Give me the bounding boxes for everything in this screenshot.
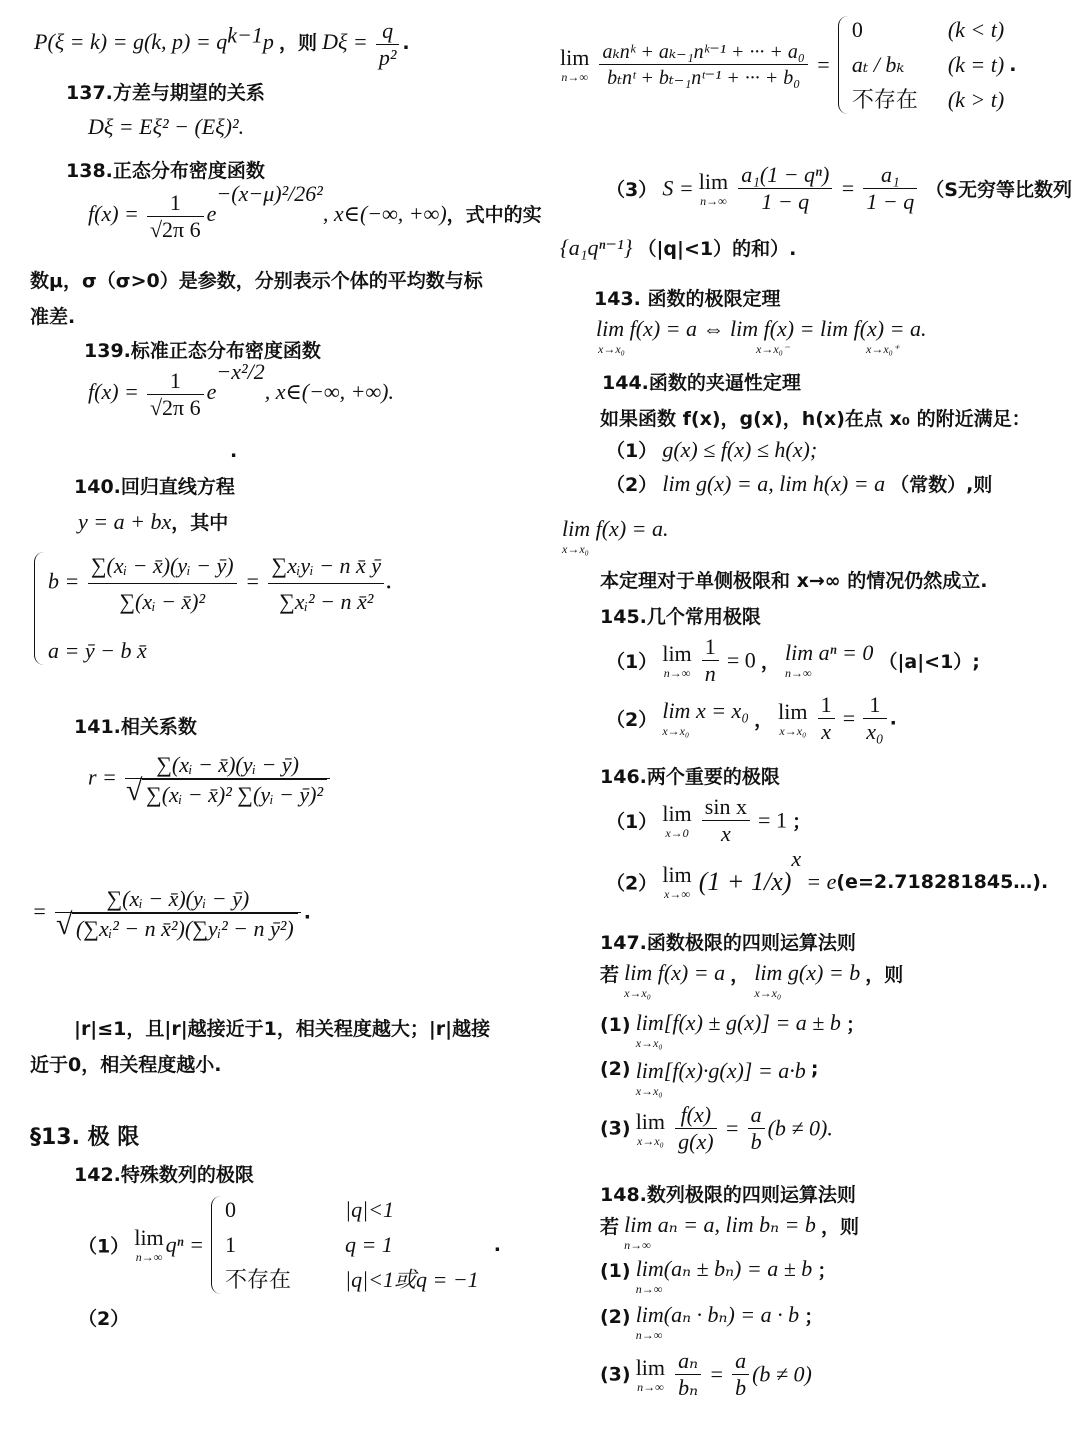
denominator: x (720, 821, 731, 846)
fraction (738, 162, 832, 215)
heading-143: 143. 函数的极限定理 (594, 288, 781, 310)
formula-part: p (262, 29, 274, 54)
formula-part: P(ξ = k) = g(k, p) = q (34, 29, 228, 54)
formula-part: qⁿ = (165, 1231, 204, 1257)
text: ； (792, 811, 812, 833)
text-138-c: 准差. (30, 306, 76, 328)
fraction (599, 39, 807, 90)
formula-148-3 (600, 1348, 812, 1401)
text-138-b: 数μ，σ（σ>0）是参数，分别表示个体的平均数与标 (30, 270, 483, 292)
exponent: −x²/2 (216, 358, 265, 384)
lim-sub: x→x₀ (635, 1084, 663, 1098)
period: . (493, 1233, 501, 1256)
geometric-distribution-variance (34, 18, 410, 71)
lim-word: lim (662, 861, 692, 887)
numerator: ∑(xᵢ − x̄)(yᵢ − ȳ) (125, 752, 330, 779)
item-label: （3） (606, 179, 658, 201)
item-label: (2) (600, 1306, 631, 1328)
lim-sub: x→x₀ (636, 1133, 664, 1148)
case-condition: (k > t) (947, 87, 1005, 113)
equals: = (709, 1361, 724, 1387)
exponent: −(x−μ)²/26² (216, 180, 323, 206)
numerator: ∑(xᵢ − x̄)(yᵢ − ȳ) (88, 548, 237, 584)
fraction (702, 794, 750, 847)
lim-word: lim (662, 640, 692, 666)
case-condition: (k < t) (947, 17, 1005, 42)
item-label: (1) (600, 1014, 631, 1036)
fraction (268, 548, 384, 619)
limit: lim n→∞ (635, 1354, 666, 1394)
exp-base: e (206, 201, 217, 226)
case-condition: (k = t) (947, 52, 1005, 78)
lim-sub: n→∞ (135, 1249, 163, 1264)
equals: = 1 (758, 807, 787, 833)
text: ； (845, 1014, 865, 1036)
formula-147-2 (600, 1058, 818, 1099)
item-label: （2） (606, 474, 658, 496)
lim-sub: x→0 (665, 825, 689, 840)
limit (560, 44, 590, 84)
heading-139: 139.标准正态分布密度函数 (84, 340, 321, 362)
case-value: 0 (225, 1197, 237, 1222)
limit-power (785, 640, 873, 681)
fraction (748, 1102, 765, 1155)
denominator: x₀ (866, 719, 884, 744)
formula-part: Dξ = (322, 29, 368, 54)
lim-sub: x→x₀ (635, 1036, 663, 1050)
formula-part: r = (88, 764, 117, 790)
denominator: g(x) (678, 1129, 714, 1154)
text: ； (817, 1260, 837, 1282)
formula-139 (88, 358, 395, 421)
formula-144-3 (562, 516, 669, 557)
denominator: bₜnᵗ + bₜ₋₁nᵗ⁻¹ + ··· + b₀ (607, 67, 801, 90)
formula: lim g(x) = b (754, 960, 861, 985)
fraction (863, 162, 917, 215)
numerator: 1 (818, 692, 835, 719)
formula-part: , x∈(−∞, +∞) (322, 201, 447, 226)
stray-dot: . (230, 440, 238, 462)
case-value: 不存在 (225, 1267, 292, 1293)
formula-part: S = (662, 175, 694, 201)
formula-143 (596, 316, 926, 356)
heading-138: 138.正态分布密度函数 (66, 160, 265, 182)
denominator: n (704, 661, 716, 686)
lim-sub: x→x₀ (598, 342, 625, 356)
denominator: √2π 6 (149, 395, 201, 420)
case-a: a = ȳ − b x̄ (48, 638, 147, 664)
heading-141: 141.相关系数 (74, 716, 197, 738)
numerator: 1 (147, 368, 204, 395)
equals: = (842, 705, 856, 731)
lim-sub: x→x₀⁺ (866, 342, 900, 356)
text-141-b: 近于0，相关程度越小. (30, 1054, 222, 1076)
item-label: （2） (606, 872, 658, 895)
formula-141-b (32, 886, 311, 942)
limit-identity (662, 698, 749, 739)
brace-system (209, 1192, 479, 1298)
formula-137: Dξ = Eξ² − (Eξ)². (88, 114, 245, 139)
lim-word: lim (778, 698, 808, 724)
formula-146-2 (606, 846, 1049, 901)
text: ，则 (278, 32, 317, 54)
numerator: ∑(xᵢ − x̄)(yᵢ − ȳ) (55, 886, 301, 913)
formula: lim f(x) = a ⇔ lim f(x) = lim f(x) = a. (596, 316, 927, 341)
text: （|q|<1）的和）. (637, 238, 797, 260)
lim-sub: n→∞ (663, 665, 691, 680)
item-label: （1） (606, 811, 658, 833)
fraction (675, 1102, 716, 1155)
formula-147-1 (600, 1010, 865, 1051)
item-label: （1） (606, 651, 658, 673)
text: ，其中 (171, 512, 229, 534)
denominator: √2π 6 (149, 217, 201, 242)
lim-sub: x→x₀ (624, 986, 651, 1000)
numerator: a₁ (863, 162, 917, 189)
heading-146: 146.两个重要的极限 (600, 766, 780, 788)
fraction (376, 18, 400, 71)
formula-144-1 (606, 436, 817, 463)
formula-part: , x∈(−∞, +∞). (264, 379, 395, 404)
limit-seq-sum (636, 1256, 813, 1297)
formula-part: f(x) = (88, 201, 139, 226)
formula-141-a (88, 752, 333, 808)
formula-part: (1 + 1/x) (698, 866, 792, 896)
limit-sum (636, 1010, 841, 1051)
formula-145-1: （1） lim n→∞ $\frac{1}{n}$ = 0 ， lim aⁿ = 0 n→∞ （|a|<1）; (606, 634, 980, 686)
heading-140: 140.回归直线方程 (74, 476, 235, 498)
numerator: ∑xᵢyᵢ − n x̄ ȳ (268, 548, 384, 584)
numerator: a (732, 1348, 749, 1375)
limit-seq-product (636, 1302, 799, 1343)
lim-sub: x→x₀ (779, 723, 807, 738)
fraction (147, 190, 204, 243)
lim-word: lim (698, 168, 729, 194)
lim-word: lim (560, 44, 590, 70)
formula-138 (88, 180, 542, 243)
brace-system (32, 548, 392, 669)
formula: lim f(x) = a. (562, 516, 669, 541)
lim-sub: n→∞ (624, 1238, 651, 1252)
equals: = (32, 898, 47, 924)
formula: lim aⁿ = 0 (784, 640, 874, 665)
lim-sub: x→x₀⁻ (756, 342, 790, 356)
period: . (386, 572, 392, 594)
section-13-title: §13. 极 限 (30, 1125, 140, 1150)
brace-system (836, 12, 1004, 118)
lim-word: lim (662, 800, 692, 826)
fraction (147, 368, 204, 421)
case-value: aₜ / bₖ (851, 52, 905, 78)
numerator: f(x) (675, 1102, 716, 1129)
denominator: bₙ (678, 1375, 699, 1400)
fraction (675, 1348, 701, 1401)
item-label: (3) (600, 1363, 631, 1386)
formula: g(x) ≤ f(x) ≤ h(x); (662, 437, 818, 462)
limit: lim x→x₀ (635, 1108, 666, 1148)
numerator: sin x (702, 794, 750, 821)
lim-sub: n→∞ (635, 1282, 663, 1296)
heading-142: 142.特殊数列的极限 (74, 1164, 254, 1186)
formula-part: (b ≠ 0). (767, 1115, 833, 1141)
denominator: 1 − q (866, 189, 915, 214)
heading-148: 148.数列极限的四则运算法则 (600, 1184, 856, 1206)
heading-144: 144.函数的夹逼性定理 (602, 372, 801, 394)
fraction (88, 548, 237, 619)
lim-sub: n→∞ (561, 69, 588, 84)
item-label: （1） (606, 440, 658, 462)
exp-base: e (206, 379, 217, 404)
limit (662, 800, 692, 840)
formula-144-2 (606, 470, 992, 497)
lim-sub: n→∞ (637, 1379, 664, 1394)
fraction (125, 752, 330, 808)
equals: = (840, 175, 856, 201)
formula-147-3 (600, 1102, 833, 1155)
denominator: ∑(xᵢ − x̄)² (119, 589, 206, 615)
text-141-a: |r|≤1，且|r|越接近于1，相关程度越大；|r|越接 (74, 1018, 491, 1040)
formula: lim g(x) = a, lim h(x) = a (662, 471, 886, 496)
fraction (55, 886, 301, 942)
limit-seq (624, 1212, 816, 1253)
limit (662, 640, 692, 680)
case-value: 不存在 (851, 87, 918, 113)
numerator: 1 (147, 190, 204, 217)
numerator: a₁(1 − qⁿ) (738, 162, 832, 189)
formula: lim[f(x) ± g(x)] = a ± b (635, 1010, 841, 1035)
item-142-2: （2） (78, 1308, 130, 1330)
lim-sub: n→∞ (700, 193, 727, 208)
lim-sub: n→∞ (784, 666, 812, 680)
text: ，则 (865, 964, 904, 986)
formula-148-2 (600, 1302, 823, 1343)
formula-142-poly-ratio (560, 12, 1017, 118)
case-value: 0 (851, 17, 863, 42)
numerator: 1 (863, 692, 886, 719)
limit (698, 168, 729, 208)
case-value: 1 (225, 1232, 237, 1258)
heading-147: 147.函数极限的四则运算法则 (600, 932, 856, 954)
period: . (402, 32, 410, 54)
numerator: q (376, 18, 400, 45)
period: . (1009, 53, 1017, 76)
text-144-a: 如果函数 f(x)，g(x)，h(x)在点 x₀ 的附近满足： (600, 408, 1031, 430)
fraction (732, 1348, 749, 1401)
formula-geometric-sum (606, 162, 1072, 215)
heading-145: 145.几个常用极限 (600, 606, 761, 628)
lim-sub: x→∞ (664, 886, 690, 901)
period: . (889, 707, 897, 730)
limit-f (624, 960, 725, 1001)
numerator: aₙ (675, 1348, 701, 1375)
case-condition: |q|<1 (345, 1197, 394, 1222)
formula: lim[f(x)·g(x)] = a·b (635, 1058, 806, 1083)
fraction (863, 692, 886, 745)
formula-140 (32, 548, 392, 669)
lim-sub: x→x₀ (754, 986, 782, 1000)
lim-sub: x→x₀ (662, 724, 690, 738)
formula-148-premise (600, 1212, 859, 1253)
item-label: (1) (600, 1260, 631, 1282)
formula-part: b = (48, 568, 80, 594)
fraction (702, 634, 719, 687)
limit (662, 861, 692, 901)
denominator: p² (378, 45, 397, 70)
text: 若 (600, 964, 620, 986)
case-b (48, 548, 392, 619)
text: （|a|<1）; (878, 651, 980, 673)
text: ，则 (820, 1216, 859, 1238)
formula-part: y = a + bx (78, 509, 172, 534)
equals: = (245, 568, 260, 594)
denominator: 1 − q (761, 189, 810, 214)
formula-142-1 (78, 1192, 501, 1298)
lim-word: lim (134, 1224, 164, 1250)
formula-146-1 (606, 794, 811, 847)
formula-part: {a₁qⁿ⁻¹} (560, 235, 633, 260)
item-label: (2) (600, 1058, 631, 1080)
formula: lim aₙ = a, lim bₙ = b (624, 1212, 816, 1237)
regression-line (78, 508, 228, 535)
item-label: （2） (606, 709, 658, 731)
text: （常数）,则 (890, 474, 993, 496)
case-condition: q = 1 (345, 1232, 393, 1258)
text: 若 (600, 1216, 620, 1238)
text: ; (810, 1058, 819, 1080)
limit-g (754, 960, 860, 1001)
numerator: a (748, 1102, 765, 1129)
fraction (818, 692, 835, 745)
formula: lim(aₙ · bₙ) = a · b (635, 1302, 800, 1327)
equals: = (815, 51, 831, 77)
denominator: ∑xᵢ² − n x̄² (279, 589, 374, 615)
equals: = 0 (726, 647, 756, 673)
item-label: （1） (78, 1235, 130, 1258)
denominator: b (750, 1129, 762, 1154)
formula-part: = e (806, 868, 837, 894)
item-label: (3) (600, 1117, 631, 1140)
period: . (303, 901, 311, 924)
formula: lim f(x) = a (624, 960, 726, 985)
formula-145-2: （2） lim x = x₀ x→x₀ ， lim x→x₀ $\frac{1}{x}$ = $\frac{1}{\text{x₀}}$ . (606, 692, 897, 744)
formula-part: f(x) = (88, 379, 139, 404)
numerator: 1 (702, 634, 719, 661)
formula-148-1 (600, 1256, 836, 1297)
limit-product (636, 1058, 806, 1099)
geometric-sum-note (560, 234, 796, 261)
numerator: aₖnᵏ + aₖ₋₁nᵏ⁻¹ + ··· + a₀ (599, 39, 807, 65)
text: (e=2.718281845…). (836, 870, 1049, 893)
limit (134, 1224, 164, 1264)
text: （S无穷等比数列 (925, 179, 1072, 201)
text: ； (804, 1306, 824, 1328)
formula: lim(aₙ ± bₙ) = a ± b (635, 1256, 813, 1281)
root: √ ∑(xᵢ − x̄)² ∑(yᵢ − ȳ)² (142, 779, 327, 808)
text-144-b: 本定理对于单侧极限和 x→∞ 的情况仍然成立. (600, 570, 988, 592)
root: √ (∑xᵢ² − n x̄²)(∑yᵢ² − n ȳ²) (72, 913, 298, 942)
text: ， (730, 964, 750, 986)
equals: = (724, 1115, 740, 1141)
lim-sub: x→x₀ (562, 542, 589, 556)
formula-part: (b ≠ 0) (752, 1361, 812, 1387)
limit (778, 698, 808, 738)
formula-147-premise (600, 960, 903, 1001)
case-condition: |q|<1或q = −1 (345, 1267, 479, 1293)
denominator: b (735, 1375, 747, 1400)
lim-sub: n→∞ (635, 1328, 663, 1342)
text: ，式中的实 (446, 204, 542, 226)
formula: lim x = x₀ (662, 698, 749, 723)
formula-sup: k−1 (227, 22, 263, 48)
exponent: x (791, 846, 802, 871)
denominator: x (821, 719, 831, 744)
heading-137: 137.方差与期望的关系 (66, 82, 265, 104)
